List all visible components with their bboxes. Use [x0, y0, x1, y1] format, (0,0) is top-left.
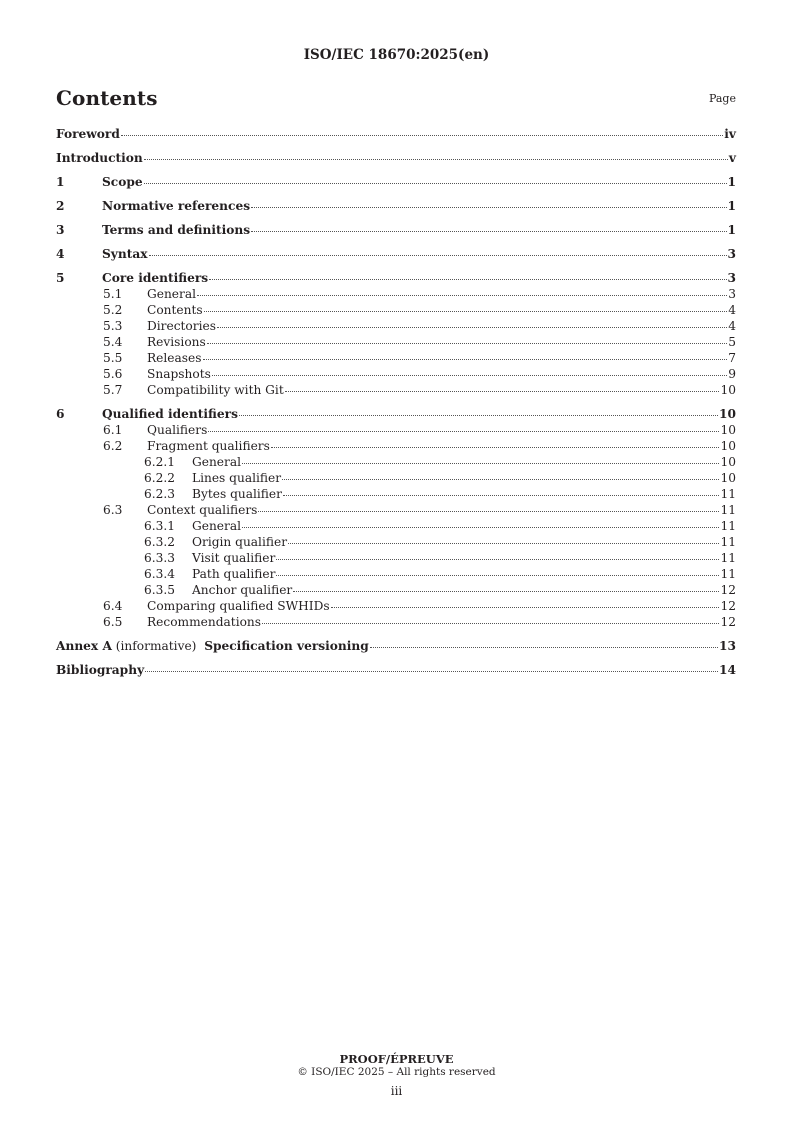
toc-entry-label: Comparing qualified SWHIDs	[147, 599, 330, 613]
toc-entry-label: Introduction	[56, 151, 143, 165]
toc-entry-annex-type: (informative)	[111, 639, 205, 653]
dot-leader	[149, 245, 727, 256]
toc-entry[interactable]	[56, 174, 736, 190]
toc-entry-page-number: 3	[727, 247, 736, 261]
toc-entry-label: Bibliography	[56, 663, 145, 677]
toc-entry-title	[192, 534, 287, 550]
toc-entry-title	[192, 470, 281, 486]
toc-entry-title	[147, 302, 203, 318]
dot-leader	[251, 221, 726, 232]
toc-entry-page-number: 11	[720, 519, 736, 533]
toc-entry[interactable]	[56, 334, 736, 350]
toc-entry-label: General	[147, 287, 196, 301]
toc-entry-number: 5.6	[103, 367, 123, 381]
toc-entry-title	[192, 454, 241, 470]
toc-entry-title	[102, 174, 143, 190]
toc-entry-label: Recommendations	[147, 615, 262, 629]
dot-leader	[145, 661, 718, 672]
toc-entry-number: 5.5	[103, 351, 123, 365]
toc-entry-page-number: 14	[719, 663, 736, 677]
toc-entry-label: Normative references	[102, 199, 251, 213]
dot-leader	[258, 501, 719, 512]
toc-entry[interactable]	[56, 566, 736, 582]
toc-entry-number: 6.2.2	[144, 471, 176, 485]
proof-label: PROOF/ÉPREUVE	[339, 1052, 454, 1066]
toc-entry-title	[102, 270, 208, 286]
toc-entry-number: 3	[56, 223, 65, 237]
toc-entry[interactable]	[56, 582, 736, 598]
toc-entry[interactable]	[56, 318, 736, 334]
dot-leader	[144, 149, 728, 160]
toc-entry-number: 6.5	[103, 615, 123, 629]
document-identifier: ISO/IEC 18670:2025(en)	[303, 47, 490, 63]
toc-entry-title	[192, 518, 241, 534]
toc-entry-title	[56, 150, 143, 166]
toc-entry-label: Origin qualifier	[192, 535, 288, 549]
toc-entry-page-number: 10	[720, 471, 736, 485]
toc-entry-number: 4	[56, 247, 65, 261]
toc-entry-page-number: 11	[720, 551, 736, 565]
toc-entry-page-number: 11	[720, 487, 736, 501]
toc-entry-number: 6.2.3	[144, 487, 176, 501]
toc-entry-label: Releases	[147, 351, 202, 365]
toc-entry-title	[147, 366, 211, 382]
toc-entry-title	[147, 438, 270, 454]
toc-entry[interactable]	[56, 286, 736, 302]
toc-entry-number: 1	[56, 175, 65, 189]
dot-leader	[144, 173, 727, 184]
dot-leader	[288, 533, 719, 544]
toc-entry-label: Visit qualifier	[192, 551, 276, 565]
toc-entry-number: 5.2	[103, 303, 123, 317]
toc-entry-page-number: 12	[720, 599, 736, 613]
toc-entry[interactable]	[56, 438, 736, 454]
toc-entry-number: 6.3.4	[144, 567, 176, 581]
toc-entry-annex-title: Specification versioning	[204, 639, 369, 653]
dot-leader	[239, 405, 718, 416]
dot-leader	[276, 565, 719, 576]
toc-entry[interactable]	[56, 422, 736, 438]
toc-entry[interactable]	[56, 350, 736, 366]
dot-leader	[285, 381, 720, 392]
dot-leader	[282, 469, 719, 480]
toc-entry-title	[147, 502, 257, 518]
toc-entry-label: Snapshots	[147, 367, 211, 381]
toc-entry[interactable]	[56, 198, 736, 214]
dot-leader	[262, 613, 719, 624]
toc-entry[interactable]	[56, 302, 736, 318]
toc-entry-title	[56, 638, 369, 654]
toc-entry-title	[147, 334, 206, 350]
toc-entry-number: 5	[56, 271, 65, 285]
toc-entry-page-number: v	[728, 151, 736, 165]
toc-entry-label: Context qualifiers	[147, 503, 258, 517]
toc-entry[interactable]	[56, 382, 736, 398]
page-number: iii	[390, 1084, 403, 1098]
contents-heading: Contents	[56, 86, 158, 110]
toc-entry-label: Lines qualifier	[192, 471, 282, 485]
toc-entry-label: Terms and definitions	[102, 223, 251, 237]
toc-entry-number: 6.4	[103, 599, 123, 613]
toc-entry[interactable]	[56, 662, 736, 678]
toc-entry-label: General	[192, 519, 241, 533]
toc-entry[interactable]	[56, 534, 736, 550]
toc-entry-page-number: 5	[728, 335, 736, 349]
toc-entry-label: Fragment qualifiers	[147, 439, 270, 453]
toc-entry-page-number: 13	[719, 639, 736, 653]
toc-entry-page-number: 10	[720, 439, 736, 453]
toc-entry-title	[192, 566, 275, 582]
toc-entry-page-number: iv	[724, 127, 736, 141]
dot-leader	[121, 125, 723, 136]
page-column-label: Page	[708, 92, 736, 105]
toc-entry-title	[56, 662, 144, 678]
toc-entry[interactable]	[56, 518, 736, 534]
toc-entry-page-number: 3	[727, 271, 736, 285]
toc-entry-number: 6.3	[103, 503, 123, 517]
toc-entry-label: Foreword	[56, 127, 120, 141]
toc-entry-page-number: 10	[719, 407, 736, 421]
toc-entry-page-number: 12	[720, 583, 736, 597]
toc-entry[interactable]	[56, 502, 736, 518]
toc-entry-label: Compatibility with Git	[147, 383, 284, 397]
toc-entry-title	[147, 286, 196, 302]
toc-entry-number: 6.1	[103, 423, 123, 437]
toc-entry-number: 6.2	[103, 439, 123, 453]
toc-entry-title	[102, 406, 238, 422]
toc-entry[interactable]	[56, 366, 736, 382]
dot-leader	[197, 285, 727, 296]
toc-entry-title	[56, 126, 120, 142]
toc-entry-label: Path qualifier	[192, 567, 276, 581]
toc-entry-title	[147, 598, 330, 614]
toc-entry-page-number: 4	[728, 319, 736, 333]
toc-entry-number: 5.1	[103, 287, 123, 301]
toc-entry[interactable]	[56, 150, 736, 166]
toc-entry[interactable]	[56, 222, 736, 238]
toc-entry-page-number: 10	[720, 455, 736, 469]
toc-entry-title	[147, 422, 207, 438]
toc-entry-page-number: 9	[728, 367, 736, 381]
toc-entry-number: 5.7	[103, 383, 123, 397]
toc-entry-label: Annex A	[56, 639, 112, 653]
toc-entry-page-number: 11	[720, 567, 736, 581]
dot-leader	[370, 637, 718, 648]
dot-leader	[208, 421, 719, 432]
toc-entry-title	[147, 382, 284, 398]
toc-entry-number: 2	[56, 199, 65, 213]
dot-leader	[331, 597, 720, 608]
toc-entry[interactable]	[56, 638, 736, 654]
toc-entry-page-number: 4	[728, 303, 736, 317]
toc-entry-title	[192, 486, 282, 502]
toc-entry-number: 6.3.2	[144, 535, 176, 549]
toc-entry[interactable]	[56, 454, 736, 470]
toc-entry-label: Bytes qualifier	[192, 487, 282, 501]
toc-entry-title	[192, 582, 292, 598]
dot-leader	[212, 365, 727, 376]
toc-entry-title	[192, 550, 275, 566]
toc-entry-page-number: 3	[728, 287, 736, 301]
toc-entry-title	[102, 246, 148, 262]
toc-entry-number: 5.3	[103, 319, 123, 333]
toc-entry-title	[102, 222, 250, 238]
dot-leader	[209, 269, 726, 280]
toc-entry[interactable]	[56, 486, 736, 502]
toc-entry-label: General	[192, 455, 241, 469]
dot-leader	[276, 549, 719, 560]
toc-entry-label: Anchor qualifier	[192, 583, 293, 597]
toc-entry-title	[147, 614, 261, 630]
dot-leader	[203, 349, 728, 360]
dot-leader	[283, 485, 720, 496]
dot-leader	[271, 437, 720, 448]
toc-entry[interactable]	[56, 550, 736, 566]
toc-entry-number: 6.3.1	[144, 519, 176, 533]
copyright-notice: © ISO/IEC 2025 – All rights reserved	[297, 1066, 496, 1078]
toc-entry[interactable]	[56, 246, 736, 262]
toc-entry-page-number: 11	[720, 503, 736, 517]
toc-entry[interactable]	[56, 406, 736, 422]
toc-entry[interactable]	[56, 598, 736, 614]
toc-entry-page-number: 11	[720, 535, 736, 549]
dot-leader	[207, 333, 727, 344]
toc-entry-title	[147, 318, 216, 334]
toc-entry-page-number: 1	[727, 175, 736, 189]
toc-entry-number: 6.3.5	[144, 583, 176, 597]
dot-leader	[217, 317, 727, 328]
toc-entry-page-number: 1	[727, 223, 736, 237]
dot-leader	[242, 517, 719, 528]
dot-leader	[242, 453, 719, 464]
toc-entry-title	[147, 350, 202, 366]
toc-entry-label: Syntax	[102, 247, 148, 261]
toc-entry[interactable]	[56, 614, 736, 630]
dot-leader	[293, 581, 719, 592]
toc-entry-number: 6.2.1	[144, 455, 176, 469]
dot-leader	[251, 197, 726, 208]
toc-entry-label: Directories	[147, 319, 216, 333]
toc-entry-label: Core identifiers	[102, 271, 209, 285]
toc-entry[interactable]	[56, 270, 736, 286]
toc-entry-label: Scope	[102, 175, 143, 189]
toc-entry-page-number: 1	[727, 199, 736, 213]
toc-entry-number: 5.4	[103, 335, 123, 349]
toc-entry-label: Qualifiers	[147, 423, 208, 437]
dot-leader	[204, 301, 728, 312]
toc-entry-label: Qualified identifiers	[102, 407, 238, 421]
toc-entry-page-number: 10	[720, 423, 736, 437]
toc-entry[interactable]	[56, 126, 736, 142]
toc-entry[interactable]	[56, 470, 736, 486]
toc-entry-label: Contents	[147, 303, 203, 317]
toc-entry-number: 6	[56, 407, 65, 421]
toc-entry-number: 6.3.3	[144, 551, 176, 565]
toc-entry-label: Revisions	[147, 335, 206, 349]
toc-entry-page-number: 10	[720, 383, 736, 397]
toc-entry-page-number: 12	[720, 615, 736, 629]
toc-entry-title	[102, 198, 250, 214]
toc-entry-page-number: 7	[728, 351, 736, 365]
